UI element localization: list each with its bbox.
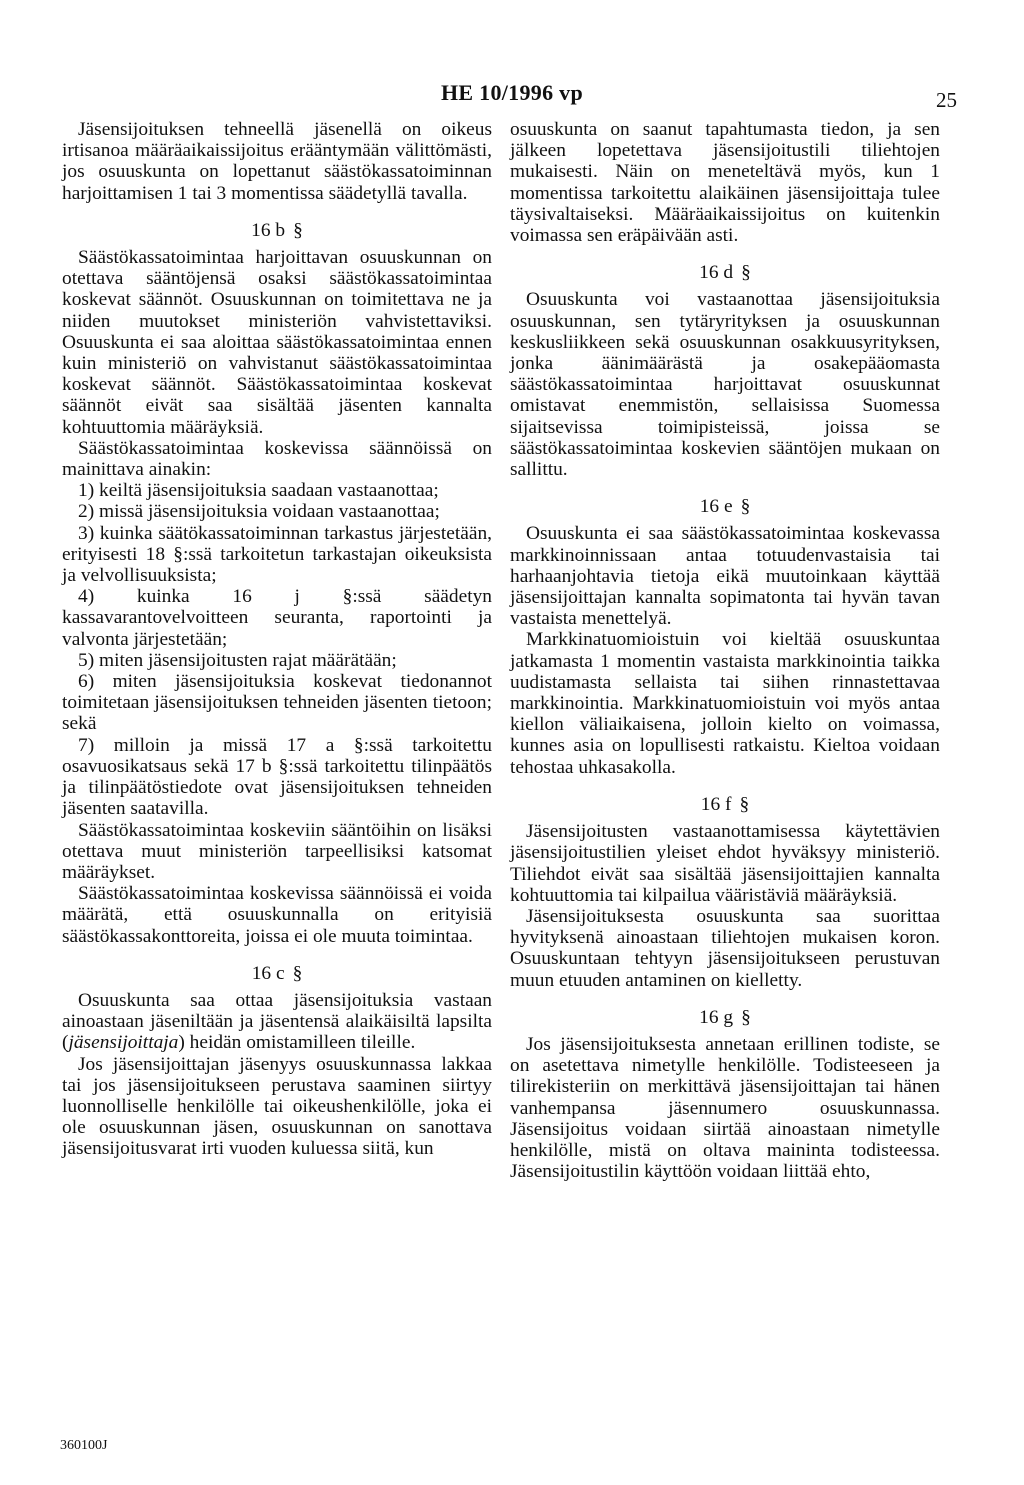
section-number: 16 f — [700, 793, 732, 815]
section-number: 16 b — [251, 219, 286, 241]
section-number: 16 g — [699, 1006, 734, 1028]
left-column — [62, 119, 492, 1160]
defined-term: jäsensijoittaja — [68, 1032, 179, 1054]
paragraph: Jäsensijoituksen tehneellä jäsenellä on oikeus irtisanoa määräaikaissijoitus erääntymään välittömästi, jos osuuskunta on lopettanut säästökassatoiminnan harjoittamisen 1 tai 3 momentissa säädetyllä tavalla. — [62, 119, 492, 204]
paragraph — [62, 990, 492, 1054]
section-number: 16 c — [251, 962, 285, 984]
paragraph: Jäsensijoitusten vastaanottamisessa käytettävien jäsensijoitustilien yleiset ehdot hyväksyy ministeriö. Tiliehdot eivät saa sisältää jäsensijoittajien kannalta kohtuuttomia tai kilpailua vääristäviä määräyksiä. — [510, 821, 940, 906]
paragraph: Jäsensijoituksesta osuuskunta saa suorittaa hyvityksenä ainoastaan tiliehtojen mukaisen koron. Osuuskuntaan tehtyyn jäsensijoitukseen perustuvan muun etuuden antaminen on kielletty. — [510, 905, 940, 991]
paragraph: osuuskunta on saanut tapahtumasta tiedon, ja sen jälkeen lopetettava jäsensijoitustili tiliehtojen mukaisesti. Näin on meneteltävä myös, kun 1 momentissa tarkoitettu alaikäinen jäsensijoittaja tulee täysivaltaiseksi. Määräaikaissijoitus on kuitenkin voimassa sen eräpäivään asti. — [510, 119, 940, 247]
paragraph: Osuuskunta ei saa säästökassatoimintaa koskevassa markkinoinnissaan antaa totuudenvastaisia tai harhaanjohtavia tietoja eikä muutoinkaan käyttää jäsensijoittajan kannalta sopimatonta tai hyvän tavan vastaista menettelyä. — [510, 523, 940, 630]
list-item: 4) kuinka 16 j §:ssä säädetyn kassavarantovelvoitteen seuranta, raportointi ja valvonta järjestetään; — [62, 586, 492, 650]
paragraph: Säästökassatoimintaa koskevissa säännöissä ei voida määrätä, että osuuskunnalla on erityisiä säästökassakonttoreita, joissa ei ole muuta toimintaa. — [62, 883, 492, 947]
right-column — [510, 119, 940, 1182]
section-sign: § — [741, 262, 751, 284]
page-header-title: HE 10/1996 vp — [440, 80, 584, 105]
section-sign: § — [741, 1006, 751, 1028]
paragraph: Jos jäsensijoittajan jäsenyys osuuskunnassa lakkaa tai jos jäsensijoitukseen perustava saaminen siirtyy luonnolliselle henkilölle tai oikeushenkilölle, joka ei ole osuuskunnan jäsen, osuuskunnan on sanottava jäsensijoitusvarat irti vuoden kuluessa siitä, kun — [62, 1053, 492, 1160]
paragraph: Jos jäsensijoituksesta annetaan erillinen todiste, se on asetettava nimetylle henkilölle. Todisteeseen ja tilirekisteriin on merkittävä jäsensijoittajan tai hänen vanhempansa jäsennumero osuuskunnassa. Jäsensijoitus voidaan siirtää ainoastaan nimetylle henkilölle, mistä on oltava maininta todisteessa. Jäsensijoitustilin käyttöön voidaan liittää ehto, — [510, 1033, 940, 1183]
list-item: 2) missä jäsensijoituksia voidaan vastaanottaa; — [78, 501, 440, 523]
section-heading-16g — [510, 1007, 940, 1028]
paragraph: Säästökassatoimintaa koskevissa säännöissä on mainittava ainakin: — [62, 437, 492, 481]
paragraph: Säästökassatoimintaa harjoittavan osuuskunnan on otettava sääntöjensä osaksi säästökassatoimintaa koskevat säännöt. Osuuskunnan on toimitettava ne ja niiden muutokset ministeriön vahvistettaviksi. Osuuskunta ei saa aloittaa säästökassatoimintaa ennen kuin ministeriö on vahvistanut säästökassatoimintaa koskevat säännöt. Säästökassatoimintaa koskevat säännöt eivät saa sisältää jäsenten kannalta kohtuuttomia määräyksiä. — [62, 247, 492, 438]
list-item: 5) miten jäsensijoitusten rajat määrätään; — [78, 649, 397, 671]
page-number: 25 — [936, 88, 957, 112]
section-sign: § — [740, 496, 751, 518]
list-item: 6) miten jäsensijoituksia koskevat tiedonannot toimitetaan jäsensijoituksen tehneiden jäsenten tietoon; sekä — [62, 671, 492, 735]
text-span: Osuuskunta saa ottaa jäsensijoituksia vastaan ainoastaan jäseniltään ja jäsentensä alaikäisiltä lapsilta ( — [62, 989, 492, 1054]
section-sign: § — [292, 962, 303, 984]
list-item: 1) keiltä jäsensijoituksia saadaan vastaanottaa; — [78, 480, 439, 502]
list-item: 7) milloin ja missä 17 a §:ssä tarkoitettu osavuosikatsaus sekä 17 b §:ssä tarkoitettu tilinpäätös ja tilinpäätöstiedote ovat jäsensijoituksen tehneiden jäsenten saatavilla. — [62, 734, 492, 820]
section-heading-16e — [510, 496, 940, 517]
section-sign: § — [739, 793, 750, 815]
paragraph: Säästökassatoimintaa koskeviin sääntöihin on lisäksi otettava muut ministeriön tarpeellisiksi katsomat määräykset. — [62, 819, 492, 883]
text-span: ) heidän omistamilleen tileille. — [178, 1032, 416, 1054]
section-heading-16b — [62, 220, 492, 241]
section-heading-16c — [62, 963, 492, 984]
list-item: 3) kuinka säätökassatoiminnan tarkastus järjestetään, erityisesti 18 §:ssä tarkoitetun tarkastajan oikeuksista ja velvollisuuksista; — [62, 522, 492, 587]
section-heading-16d — [510, 262, 940, 283]
paragraph: Markkinatuomioistuin voi kieltää osuuskuntaa jatkamasta 1 momentin vastaista markkinointia taikka uudistamasta sellaista tai siihen rinnastettavaa markkinointia. Markkinatuomioistuin voi myös antaa kiellon väliaikaisena, jolloin kielto on voimassa, kunnes asia on lopullisesti ratkaistu. Kieltoa voidaan tehostaa uhkasakolla. — [510, 629, 940, 778]
footer-code: 360100J — [60, 1438, 108, 1453]
paragraph: Osuuskunta voi vastaanottaa jäsensijoituksia osuuskunnan, sen tytäryrityksen ja osuuskunnan keskusliikkeen sekä osuuskunnan osakkuusyrityksen, jonka äänimäärästä ja osakepääomasta säästökassatoimintaa harjoittavat osuuskunnat omistavat enemmistön, sellaisissa Suomessa sijaitsevissa toimipisteissä, joissa se säästökassatoimintaa koskevien sääntöjen mukaan on sallittu. — [510, 289, 940, 481]
section-number: 16 d — [699, 262, 734, 284]
section-number: 16 e — [699, 496, 733, 518]
section-sign: § — [293, 219, 303, 241]
section-heading-16f — [510, 794, 940, 815]
